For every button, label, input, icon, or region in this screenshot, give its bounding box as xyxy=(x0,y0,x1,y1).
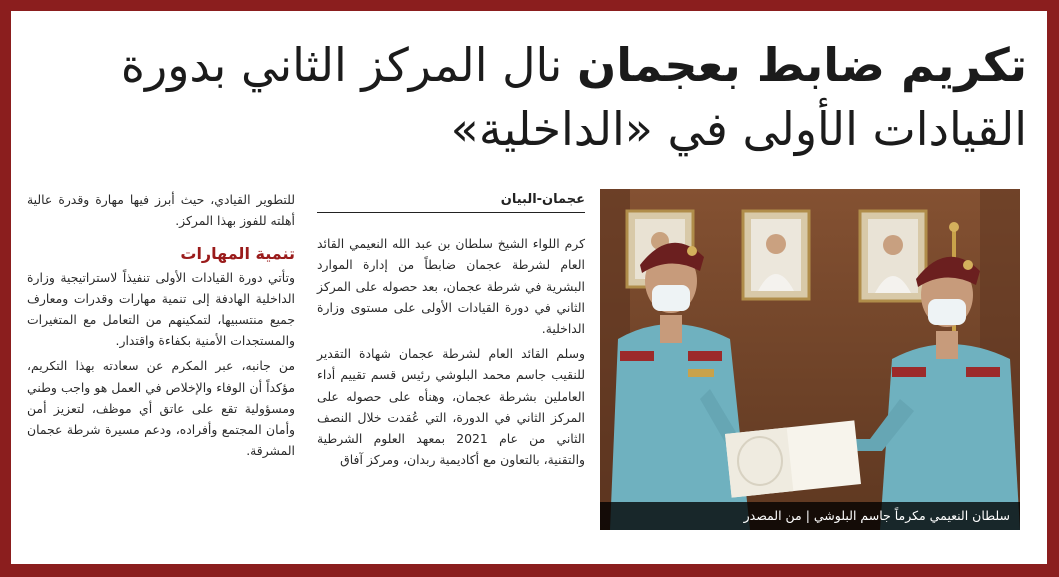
left-paragraph-3: من جانبه، عبر المكرم عن سعادته بهذا التكريم، مؤكداً أن الوفاء والإخلاص في العمل هو واجب وطني ومسؤولية تقع على عاتق أي موظف، لتعزيز أمن وأمان المجتمع وأفراده، ودعم مسيرة شرطة عجمان المشرقة. xyxy=(27,358,295,459)
headline-line1 xyxy=(37,33,1027,97)
portrait-center xyxy=(743,211,809,299)
article-page xyxy=(11,11,1047,564)
left-paragraph-1: للتطوير القيادي، حيث أبرز فيها مهارة وقدرة عالية أهلته للفوز بهذا المركز. xyxy=(27,192,295,229)
section-subhead: تنمية المهارات xyxy=(180,244,295,264)
news-photo xyxy=(600,189,1020,530)
headline-line2: القيادات الأولى في «الداخلية» xyxy=(450,102,1027,156)
photo-caption: سلطان النعيمي مكرماً جاسم البلوشي | من المصدر xyxy=(600,502,1020,530)
middle-paragraph-2: وسلم القائد العام لشرطة عجمان شهادة التقدير للنقيب جاسم محمد البلوشي رئيس قسم تقييم أداء العاملين بشرطة عجمان، وهنأه على حصوله على المركز الثاني في الدورة، التي عُقدت خلال النصف الثاني من عام 2021 بمعهد العلوم الشرطية والتقنية، بالتعاون مع أكاديمية ربدان، ومركز آفاق xyxy=(317,346,585,468)
left-column xyxy=(27,189,295,461)
byline: عجمان-البيان xyxy=(317,189,585,213)
middle-paragraph-1: كرم اللواء الشيخ سلطان بن عبد الله النعيمي القائد العام لشرطة عجمان ضابطاً من إدارة الموارد البشرية في شرطة عجمان، بعد حصوله على المركز الثاني في دورة القيادات الأولى على مستوى وزارة الداخلية. xyxy=(317,236,585,337)
headline xyxy=(37,33,1027,161)
portrait-right xyxy=(860,211,926,301)
middle-column xyxy=(317,189,585,470)
headline-line1-rest: نال المركز الثاني بدورة xyxy=(120,38,577,92)
certificate xyxy=(725,420,861,497)
left-paragraph-2: وتأتي دورة القيادات الأولى تنفيذاً لاستراتيجية وزارة الداخلية الهادفة إلى تنمية مهارات وقدرات ومعارف جميع منتسبيها، لتمكينهم من التعامل مع المتغيرات والمستجدات الأمنية بكفاءة واقتدار. xyxy=(27,269,295,349)
photo-illustration xyxy=(600,189,1020,530)
headline-bold: تكريم ضابط بعجمان xyxy=(576,38,1027,92)
